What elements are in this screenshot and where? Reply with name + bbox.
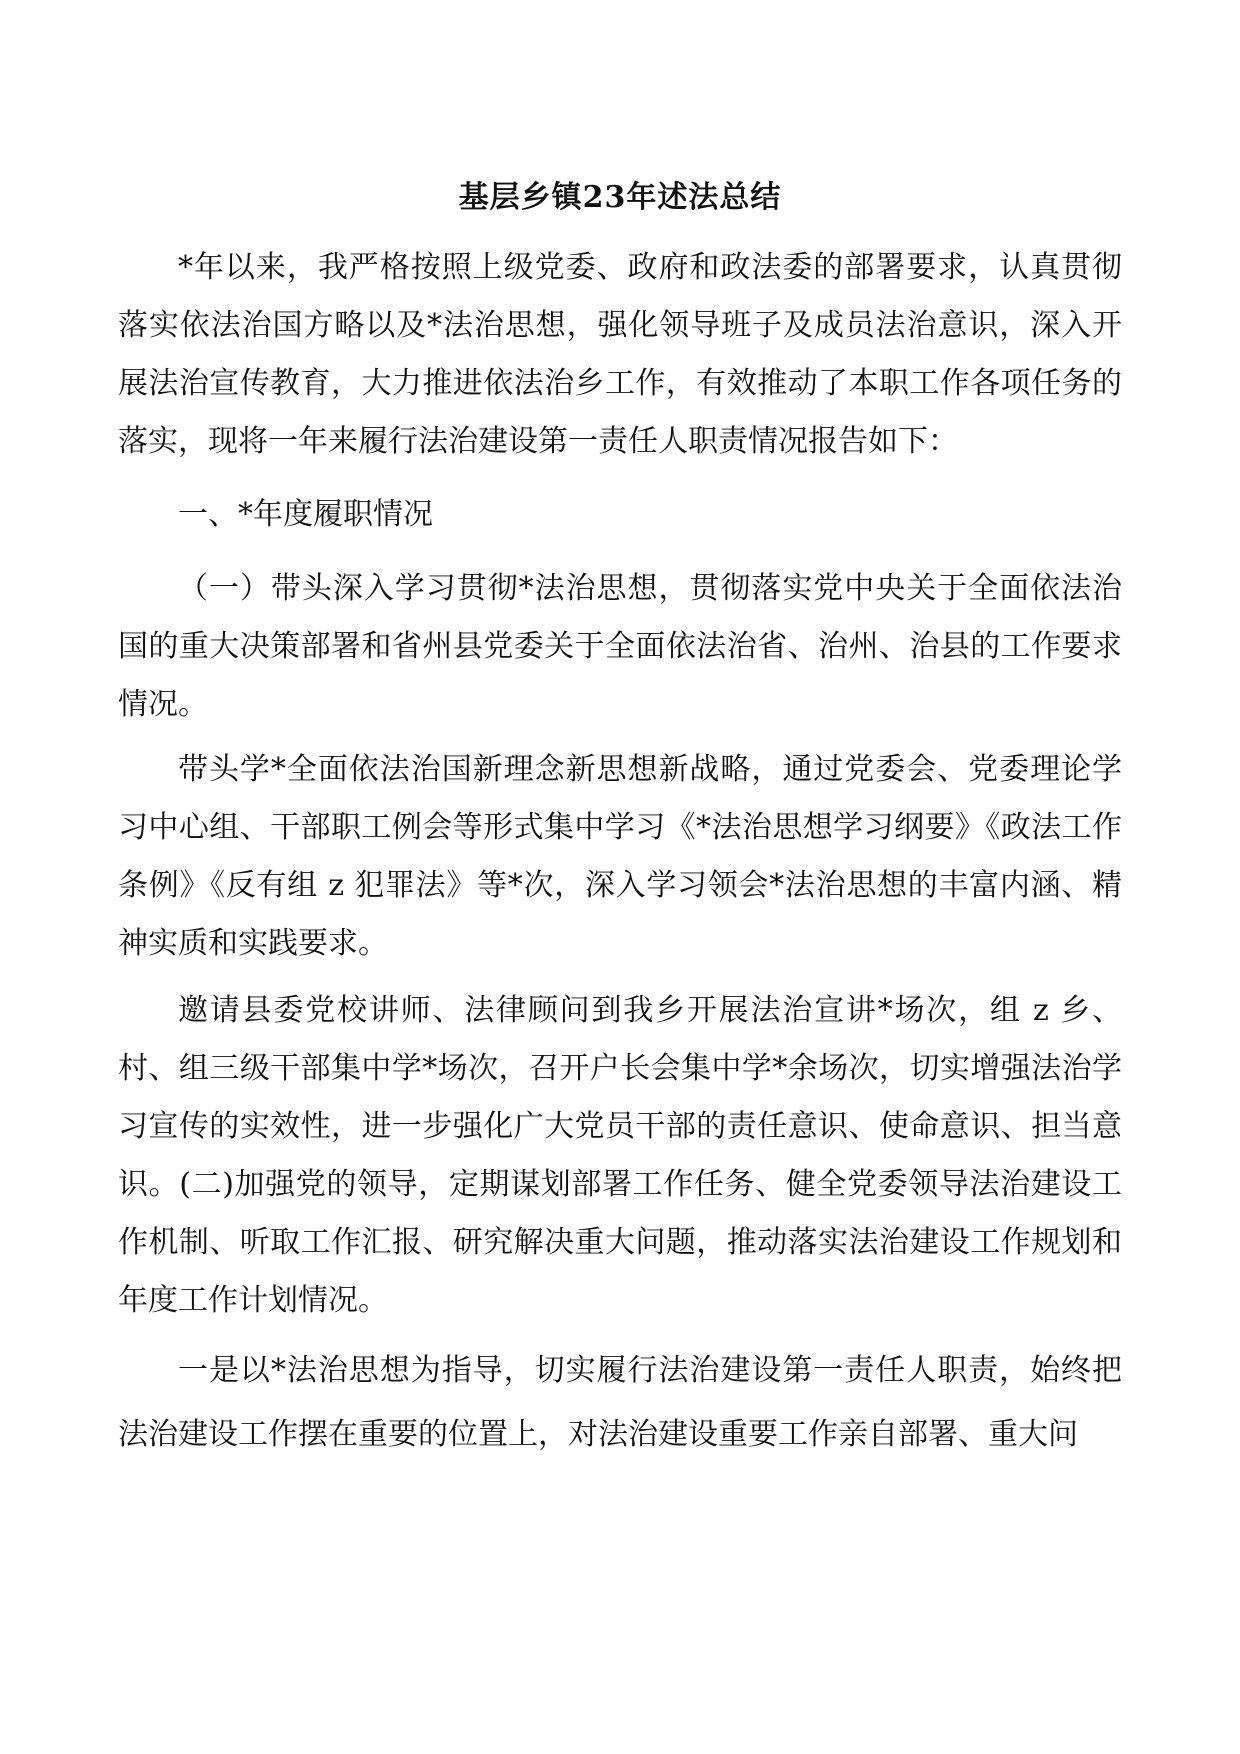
intro-paragraph: *年以来，我严格按照上级党委、政府和政法委的部署要求，认真贯彻落实依法治国方略以及*法治思想，强化领导班子及成员法治意识，深入开展法治宣传教育，大力推进依法治乡工作，有效推动了本职工作各项任务的落实，现将一年来履行法治建设第一责任人职责情况报告如下： <box>118 250 1122 459</box>
body-paragraph-study: 带头学*全面依法治国新理念新思想新战略，通过党委会、党委理论学习中心组、干部职工例会等形式集中学习《*法治思想学习纲要》《政法工作条例》《反有组 z 犯罪法》等*次，深入学习领会*法治思想的丰富内涵、精神实质和实践要求。 <box>118 752 1122 961</box>
subsection-heading-1: （一）带头深入学习贯彻*法治思想，贯彻落实党中央关于全面依法治国的重大决策部署和省州县党委关于全面依法治省、治州、治县的工作要求情况。 <box>118 571 1122 722</box>
section-heading-1: 一、*年度履职情况 <box>178 497 433 532</box>
document-title: 基层乡镇23年述法总结 <box>458 180 782 215</box>
body-paragraph-lectures: 邀请县委党校讲师、法律顾问到我乡开展法治宣讲*场次，组 z 乡、村、组三级干部集中学*场次，召开户长会集中学*余场次，切实增强法治学习宣传的实效性，进一步强化广大党员干部的责任意识、使命意识、担当意识。(二)加强党的领导，定期谋划部署工作任务、健全党委领导法治建设工作机制、听取工作汇报、研究解决重大问题，推动落实法治建设工作规划和年度工作计划情况。 <box>118 993 1122 1318</box>
body-paragraph-guidance: 一是以*法治思想为指导，切实履行法治建设第一责任人职责，始终把法治建设工作摆在重要的位置上，对法治建设重要工作亲自部署、重大问 <box>118 1353 1122 1452</box>
